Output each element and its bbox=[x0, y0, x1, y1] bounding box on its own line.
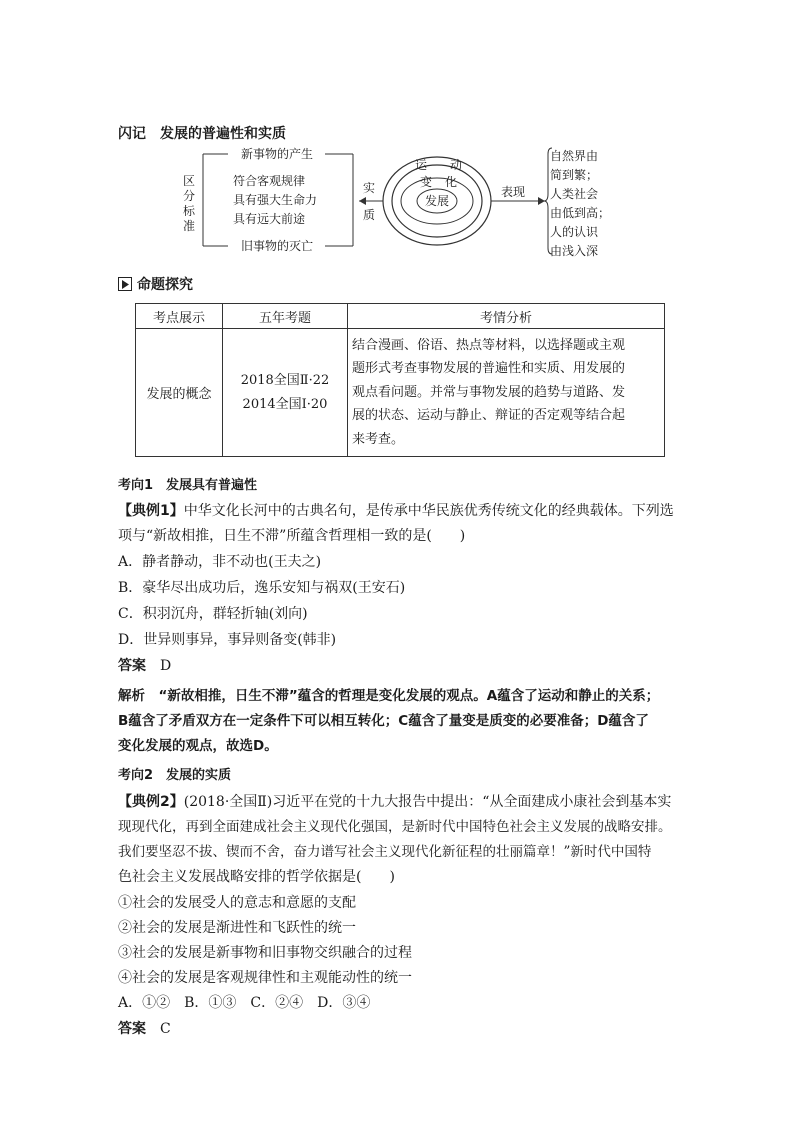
answer-label: 答案 bbox=[118, 1021, 146, 1037]
example1-stem-line: 项与“新故相推，日生不滞”所蕴含哲理相一致的是( ) bbox=[118, 528, 466, 544]
table-header: 五年考题 bbox=[223, 304, 348, 329]
diagram-left-bottom: 旧事物的灭亡 bbox=[240, 239, 314, 253]
statement-2: ②社会的发展是渐进性和飞跃性的统一 bbox=[118, 920, 356, 936]
diagram-side-label-char: 准 bbox=[182, 219, 196, 233]
analysis-label: 解析 bbox=[118, 688, 145, 704]
diagram-right-line: 由浅入深 bbox=[550, 244, 599, 258]
diagram-criterion: 具有强大生命力 bbox=[233, 193, 318, 207]
example1-analysis-line: 变化发展的观点，故选D。 bbox=[118, 738, 278, 754]
diagram-right-line: 由低到高； bbox=[550, 206, 611, 220]
example2-source: (2018·全国Ⅱ) bbox=[183, 794, 273, 810]
analysis-text: “新故相推，日生不滞”蕴含的哲理是变化发展的观点。A蕴含了运动和静止的关系； bbox=[158, 688, 660, 704]
diagram-essence-char: 质 bbox=[362, 208, 376, 222]
example1-stem-text: 中华文化长河中的古典名句，是传承中华民族优秀传统文化的经典载体。下列选 bbox=[183, 503, 674, 519]
diagram-right-line: 自然界由 bbox=[550, 149, 599, 163]
example1-label: 【典例1】 bbox=[118, 503, 184, 519]
table-header-row bbox=[136, 304, 665, 329]
diagram-ring-motion-char: 运 bbox=[414, 158, 428, 172]
analysis-line: 观点看问题。并常与事物发展的趋势与道路、发 bbox=[352, 384, 626, 400]
diagram-side-label-char: 标 bbox=[182, 204, 196, 218]
table-row bbox=[136, 329, 665, 457]
statement-4: ④社会的发展是客观规律性和主观能动性的统一 bbox=[118, 970, 412, 986]
answer-label: 答案 bbox=[118, 658, 146, 674]
diagram-manifest: 表现 bbox=[500, 185, 526, 199]
example2-stem-line: 色社会主义发展战略安排的哲学依据是( ) bbox=[118, 869, 395, 885]
answer-value: C bbox=[160, 1021, 171, 1037]
diagram-ring-change-char: 化 bbox=[444, 175, 458, 189]
example2-stem-line: 我们要坚忍不拔、锲而不舍，奋力谱写社会主义现代化新征程的壮丽篇章！”新时代中国特 bbox=[118, 844, 652, 860]
example2-choices: A．①② B．①③ C．②④ D．③④ bbox=[118, 995, 371, 1011]
example2-stem-line: 现现代化，再到全面建成社会主义现代化强国，是新时代中国特色社会主义发展的战略安排。 bbox=[118, 819, 672, 835]
diagram-side-label-char: 分 bbox=[182, 189, 196, 203]
table-header: 考点展示 bbox=[136, 304, 223, 329]
table-header: 考情分析 bbox=[348, 304, 665, 329]
diagram-essence-char: 实 bbox=[362, 181, 376, 195]
analysis-line: 展的状态、运动与静止、辩证的否定观等结合起 bbox=[352, 408, 626, 424]
direction1-title: 考向1 发展具有普遍性 bbox=[118, 478, 258, 493]
example2-answer bbox=[118, 1017, 171, 1041]
table-cell-analysis bbox=[348, 329, 665, 457]
diagram-criterion: 符合客观规律 bbox=[233, 174, 306, 188]
section-title: 闪记 发展的普遍性和实质 bbox=[118, 126, 286, 142]
mingti-heading bbox=[118, 274, 193, 294]
analysis-line: 来考查。 bbox=[352, 431, 405, 447]
table-cell-point: 发展的概念 bbox=[136, 329, 223, 457]
diagram-right-line: 简到繁； bbox=[550, 168, 599, 182]
analysis-line: 结合漫画、俗语、热点等材料，以选择题或主观 bbox=[352, 337, 626, 353]
option-d: D．世异则事异，事异则备变(韩非) bbox=[118, 632, 337, 648]
exam-item: 2014全国Ⅰ·20 bbox=[242, 396, 328, 412]
diagram-side-label-char: 区 bbox=[182, 174, 196, 188]
example1-analysis-line: B蕴含了矛盾双方在一定条件下可以相互转化；C蕴含了量变是质变的必要准备；D蕴含了 bbox=[118, 713, 649, 729]
diagram-ring-change-char: 变 bbox=[419, 175, 433, 189]
exam-analysis-table bbox=[135, 303, 665, 457]
answer-value: D bbox=[160, 658, 172, 674]
statement-3: ③社会的发展是新事物和旧事物交织融合的过程 bbox=[118, 945, 412, 961]
diagram-right-line: 人类社会 bbox=[550, 187, 599, 201]
diagram-center: 发展 bbox=[424, 194, 450, 208]
option-b: B．豪华尽出成功后，逸乐安知与祸双(王安石) bbox=[118, 580, 406, 596]
play-triangle-icon bbox=[118, 277, 132, 291]
statement-1: ①社会的发展受人的意志和意愿的支配 bbox=[118, 895, 356, 911]
exam-item: 2018全国Ⅱ·22 bbox=[240, 372, 330, 388]
direction2-title: 考向2 发展的实质 bbox=[118, 768, 232, 783]
example2-stem-line bbox=[118, 790, 671, 814]
example1-stem-line bbox=[118, 499, 674, 523]
concept-diagram bbox=[170, 140, 630, 265]
diagram-right-line: 人的认识 bbox=[550, 225, 599, 239]
option-c: C．积羽沉舟，群轻折轴(刘向) bbox=[118, 606, 308, 622]
diagram-criterion: 具有远大前途 bbox=[233, 212, 306, 226]
table-cell-exams bbox=[223, 329, 348, 457]
example2-stem-text: 习近平在党的十九大报告中提出：“从全面建成小康社会到基本实 bbox=[272, 794, 672, 810]
diagram-ring-motion-char: 动 bbox=[449, 158, 463, 172]
diagram-left-top: 新事物的产生 bbox=[240, 147, 314, 161]
option-a: A．静者静动，非不动也(王夫之) bbox=[118, 554, 322, 570]
example1-analysis-line bbox=[118, 684, 659, 708]
mingti-heading-label: 命题探究 bbox=[137, 277, 193, 293]
example2-label: 【典例2】 bbox=[118, 794, 184, 810]
analysis-line: 题形式考查事物发展的普遍性和实质、用发展的 bbox=[352, 361, 626, 377]
example1-answer bbox=[118, 654, 171, 678]
